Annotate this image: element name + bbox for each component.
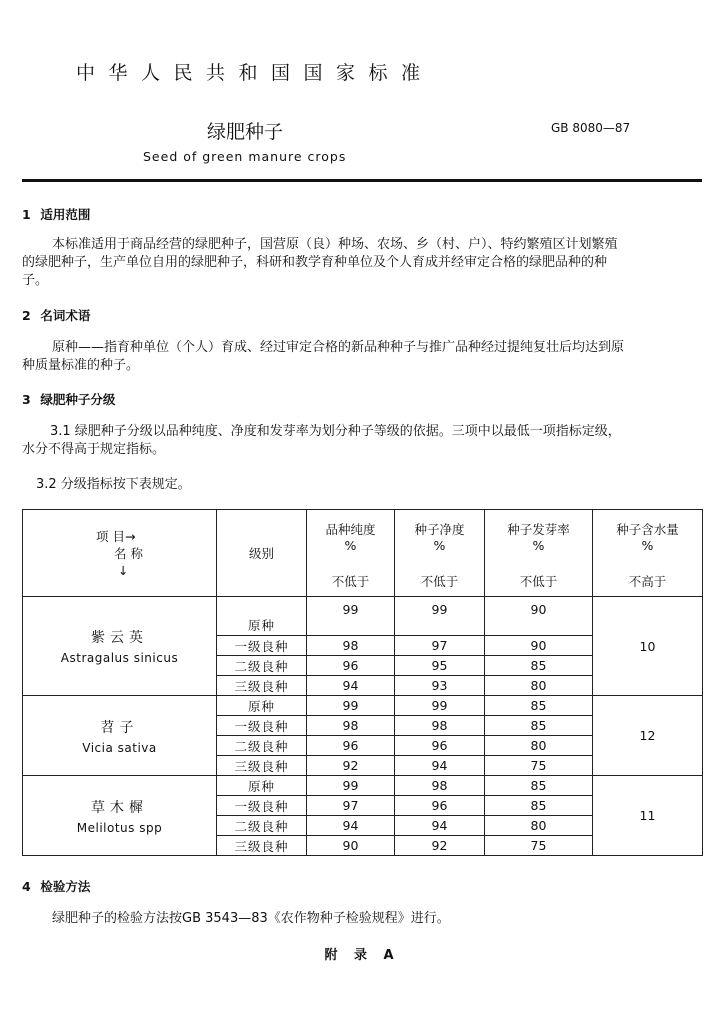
grade-cell: 一级良种 xyxy=(217,796,307,816)
cleanliness-header xyxy=(395,510,485,597)
section-1-body xyxy=(22,236,712,290)
section-number: 2 xyxy=(22,308,31,323)
variety-chinese-name: 紫云英 xyxy=(91,630,148,646)
germination-cell: 80 xyxy=(485,816,593,836)
table-row xyxy=(23,776,703,796)
germination-cell: 85 xyxy=(485,696,593,716)
column-condition: 不高于 xyxy=(628,574,667,589)
cleanliness-cell: 98 xyxy=(395,776,485,796)
cleanliness-cell: 95 xyxy=(395,656,485,676)
moisture-header xyxy=(593,510,703,597)
grade-cell: 二级良种 xyxy=(217,656,307,676)
purity-cell: 96 xyxy=(307,656,395,676)
purity-cell: 99 xyxy=(307,597,395,636)
para-line: 的绿肥种子，生产单位自用的绿肥种子，科研和教学育种单位及个人育成并经审定合格的绿肥品种的种 xyxy=(22,255,608,270)
purity-cell: 96 xyxy=(307,736,395,756)
para-line: 水分不得高于规定指标。 xyxy=(22,442,166,457)
grade-cell: 三级良种 xyxy=(217,676,307,696)
para-line: 本标准适用于商品经营的绿肥种子，国营原（良）种场、农场、乡（村、户）、特约繁殖区计划繁殖 xyxy=(52,237,618,252)
variety-chinese-name: 草木樨 xyxy=(91,799,148,816)
standard-number: GB 8080—87 xyxy=(551,121,631,135)
table-row xyxy=(23,696,703,716)
appendix-heading: 附 录 A xyxy=(324,948,400,963)
cleanliness-cell: 92 xyxy=(395,836,485,856)
cleanliness-cell: 97 xyxy=(395,636,485,656)
germination-cell: 80 xyxy=(485,736,593,756)
grade-cell: 原种 xyxy=(217,696,307,716)
grade-cell: 三级良种 xyxy=(217,836,307,856)
english-title: Seed of green manure crops xyxy=(143,149,347,164)
down-arrow-icon: ↓ xyxy=(118,562,129,578)
column-condition: 不低于 xyxy=(331,574,370,589)
document-title: 绿肥种子 xyxy=(207,121,284,143)
variety-cell xyxy=(23,696,217,776)
section-title: 适用范围 xyxy=(40,207,91,222)
germination-cell: 90 xyxy=(485,597,593,636)
germination-cell: 90 xyxy=(485,636,593,656)
column-name: 种子含水量 xyxy=(616,522,679,537)
cleanliness-cell: 98 xyxy=(395,716,485,736)
grade-cell: 三级良种 xyxy=(217,756,307,776)
germination-header xyxy=(485,510,593,597)
variety-chinese-name: 苕子 xyxy=(100,719,139,736)
cleanliness-cell: 99 xyxy=(395,597,485,636)
column-name: 种子发芽率 xyxy=(507,522,570,537)
germination-cell: 85 xyxy=(485,796,593,816)
germination-cell: 85 xyxy=(485,776,593,796)
table-row xyxy=(23,597,703,636)
purity-cell: 94 xyxy=(307,816,395,836)
purity-cell: 99 xyxy=(307,696,395,716)
purity-cell: 99 xyxy=(307,776,395,796)
grade-cell: 二级良种 xyxy=(217,736,307,756)
column-name: 种子净度 xyxy=(414,522,465,537)
para-line: 3.1 绿肥种子分级以品种纯度、净度和发芽率为划分种子等级的依据。三项中以最低一项指标定级， xyxy=(50,424,621,439)
name-header-line: 名 称 xyxy=(114,545,143,561)
germination-cell: 75 xyxy=(485,836,593,856)
section-3-heading xyxy=(22,390,115,408)
purity-header xyxy=(307,510,395,597)
germination-cell: 85 xyxy=(485,716,593,736)
germination-cell: 80 xyxy=(485,676,593,696)
section-number: 3 xyxy=(22,392,31,407)
grade-cell: 二级良种 xyxy=(217,816,307,836)
clause-3-2: 3.2 分级指标按下表规定。 xyxy=(36,477,191,492)
grade-cell: 一级良种 xyxy=(217,716,307,736)
cleanliness-cell: 96 xyxy=(395,796,485,816)
grade-cell: 一级良种 xyxy=(217,636,307,656)
section-4-body: 绿肥种子的检验方法按GB 3543—83《农作物种子检验规程》进行。 xyxy=(52,911,450,926)
item-header-line: 项 目→ xyxy=(96,528,136,544)
grade-header: 级别 xyxy=(217,510,307,597)
purity-cell: 92 xyxy=(307,756,395,776)
germination-cell: 85 xyxy=(485,656,593,676)
moisture-cell: 11 xyxy=(593,776,703,856)
section-title: 绿肥种子分级 xyxy=(40,392,116,407)
cleanliness-cell: 93 xyxy=(395,676,485,696)
purity-cell: 97 xyxy=(307,796,395,816)
item-name-header xyxy=(23,510,217,597)
cleanliness-cell: 94 xyxy=(395,756,485,776)
grade-cell: 原种 xyxy=(217,776,307,796)
para-line: 原种——指育种单位（个人）育成、经过审定合格的新品种种子与推广品种经过提纯复壮后均达到原 xyxy=(52,340,625,355)
header-rule xyxy=(22,179,702,182)
purity-cell: 94 xyxy=(307,676,395,696)
table-header-row xyxy=(23,510,703,597)
section-3-body xyxy=(22,423,712,459)
variety-latin-name: Melilotus spp xyxy=(76,820,163,835)
column-unit: % xyxy=(532,538,545,553)
section-title: 检验方法 xyxy=(40,879,91,894)
variety-cell xyxy=(23,597,217,696)
variety-cell xyxy=(23,776,217,856)
column-unit: % xyxy=(641,538,654,553)
moisture-cell: 10 xyxy=(593,597,703,696)
variety-latin-name: Astragalus sinicus xyxy=(60,651,179,665)
column-unit: % xyxy=(344,538,357,553)
column-unit: % xyxy=(433,538,446,553)
variety-latin-name: Vicia sativa xyxy=(82,740,157,755)
column-condition: 不低于 xyxy=(519,574,558,589)
grading-table xyxy=(22,509,703,856)
germination-cell: 75 xyxy=(485,756,593,776)
column-name: 品种纯度 xyxy=(325,522,376,537)
cleanliness-cell: 96 xyxy=(395,736,485,756)
section-title: 名词术语 xyxy=(40,308,91,323)
purity-cell: 98 xyxy=(307,716,395,736)
section-number: 1 xyxy=(22,207,31,222)
section-number: 4 xyxy=(22,879,31,894)
purity-cell: 90 xyxy=(307,836,395,856)
cleanliness-cell: 99 xyxy=(395,696,485,716)
section-2-body xyxy=(22,339,712,375)
para-line: 种质量标准的种子。 xyxy=(22,358,140,373)
para-line: 子。 xyxy=(22,273,49,288)
standard-org-header: 中华人民共和国国家标准 xyxy=(76,62,434,84)
grade-cell: 原种 xyxy=(217,597,307,636)
cleanliness-cell: 94 xyxy=(395,816,485,836)
moisture-cell: 12 xyxy=(593,696,703,776)
section-1-heading xyxy=(22,205,90,223)
section-2-heading xyxy=(22,306,90,324)
column-condition: 不低于 xyxy=(420,574,459,589)
purity-cell: 98 xyxy=(307,636,395,656)
section-4-heading xyxy=(22,877,90,895)
